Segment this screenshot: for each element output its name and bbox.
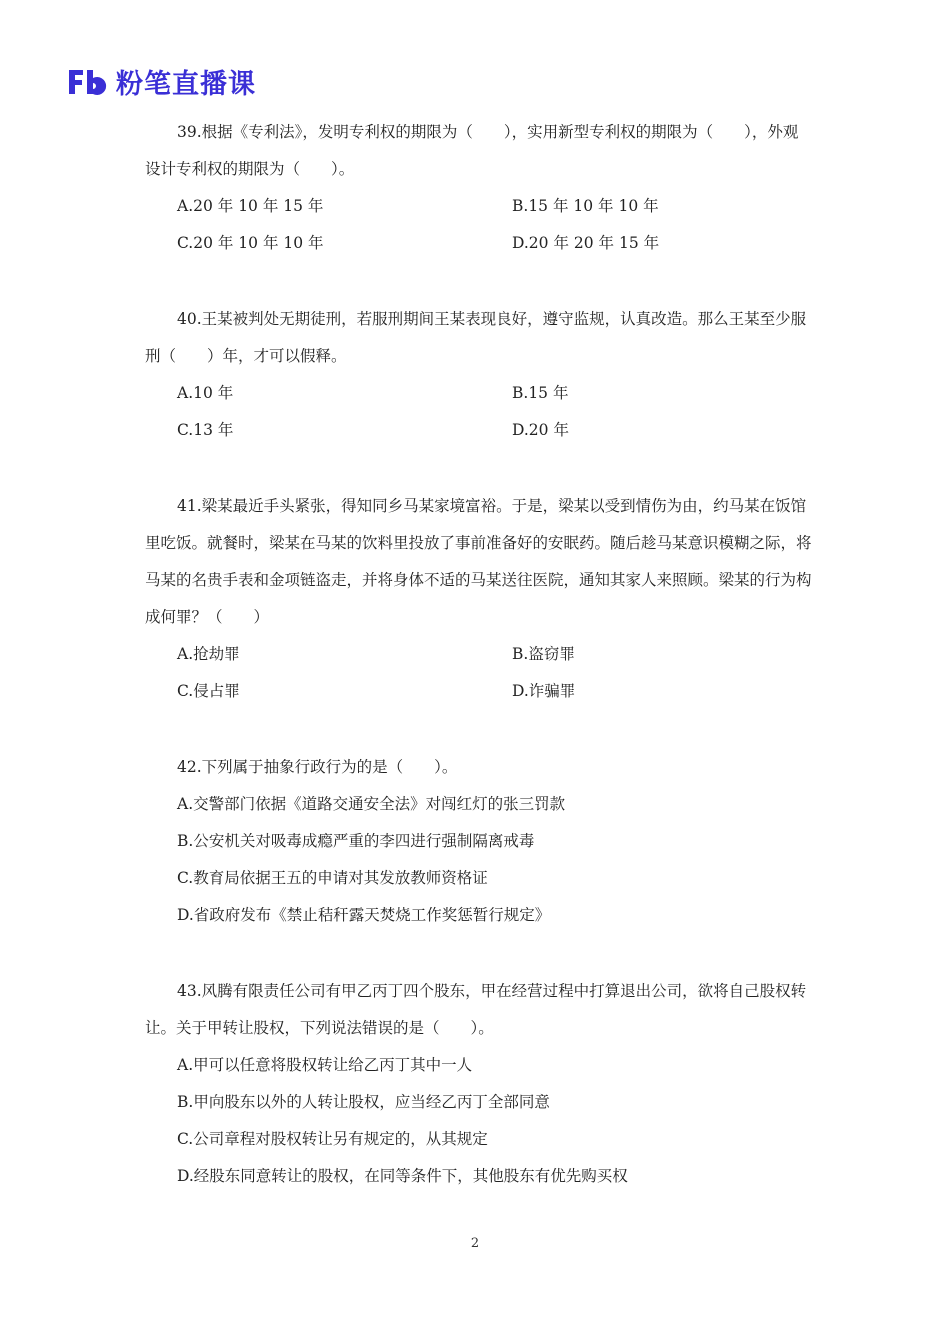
brand-logo: [66, 64, 256, 98]
option-a: A.10 年: [177, 384, 234, 402]
option-c: C.侵占罪: [177, 682, 240, 700]
option-c: C.公司章程对股权转让另有规定的，从其规定: [177, 1130, 488, 1148]
option-list: [145, 1047, 813, 1195]
option-list: [145, 375, 813, 449]
question-stem: 39.根据《专利法》，发明专利权的期限为（ ），实用新型专利权的期限为（ ），外观设计专利权的期限为（ ）。: [145, 123, 799, 178]
option-b: B.15 年 10 年 10 年: [512, 197, 659, 215]
question-43: [145, 973, 813, 1195]
brand-name: 粉笔直播课: [116, 68, 256, 100]
option-d: D.20 年 20 年 15 年: [512, 234, 660, 252]
question-stem: 42.下列属于抽象行政行为的是（ ）。: [177, 758, 458, 776]
question-39: [145, 114, 813, 262]
option-a: A.抢劫罪: [177, 645, 240, 663]
option-d: D.省政府发布《禁止秸秆露天焚烧工作奖惩暂行规定》: [177, 906, 551, 924]
option-b: B.15 年: [512, 384, 569, 402]
question-stem: 41.梁某最近手头紧张，得知同乡马某家境富裕。于是，梁某以受到情伤为由，约马某在饭馆里吃饭。就餐时，梁某在马某的饮料里投放了事前准备好的安眠药。随后趁马某意识模糊之际，将马某的名贵手表和金项链盗走，并将身体不适的马某送往医院，通知其家人来照顾。梁某的行为构成何罪？（ ）: [145, 497, 812, 626]
option-c: C.13 年: [177, 421, 234, 439]
option-d: D.诈骗罪: [512, 682, 576, 700]
fb-logo-icon: [66, 66, 110, 96]
option-c: C.20 年 10 年 10 年: [177, 234, 324, 252]
option-list: [145, 636, 813, 710]
option-b: B.甲向股东以外的人转让股权，应当经乙丙丁全部同意: [177, 1093, 550, 1111]
option-list: [145, 786, 813, 934]
option-c: C.教育局依据王五的申请对其发放教师资格证: [177, 869, 488, 887]
option-b: B.公安机关对吸毒成瘾严重的李四进行强制隔离戒毒: [177, 832, 535, 850]
question-42: [145, 749, 813, 934]
option-d: D.20 年: [512, 421, 569, 439]
option-a: A.甲可以任意将股权转让给乙丙丁其中一人: [177, 1056, 473, 1074]
question-40: [145, 301, 813, 449]
page-number: 2: [470, 1236, 480, 1251]
option-list: [145, 188, 813, 262]
option-d: D.经股东同意转让的股权，在同等条件下，其他股东有优先购买权: [177, 1167, 628, 1185]
question-41: [145, 488, 813, 710]
option-a: A.交警部门依据《道路交通安全法》对闯红灯的张三罚款: [177, 795, 566, 813]
option-b: B.盗窃罪: [512, 645, 575, 663]
question-stem: 43.风腾有限责任公司有甲乙丙丁四个股东，甲在经营过程中打算退出公司，欲将自己股权转让。关于甲转让股权，下列说法错误的是（ ）。: [145, 982, 807, 1037]
question-stem: 40.王某被判处无期徒刑，若服刑期间王某表现良好，遵守监规，认真改造。那么王某至少服刑（ ）年，才可以假释。: [145, 310, 807, 365]
option-a: A.20 年 10 年 15 年: [177, 197, 324, 215]
